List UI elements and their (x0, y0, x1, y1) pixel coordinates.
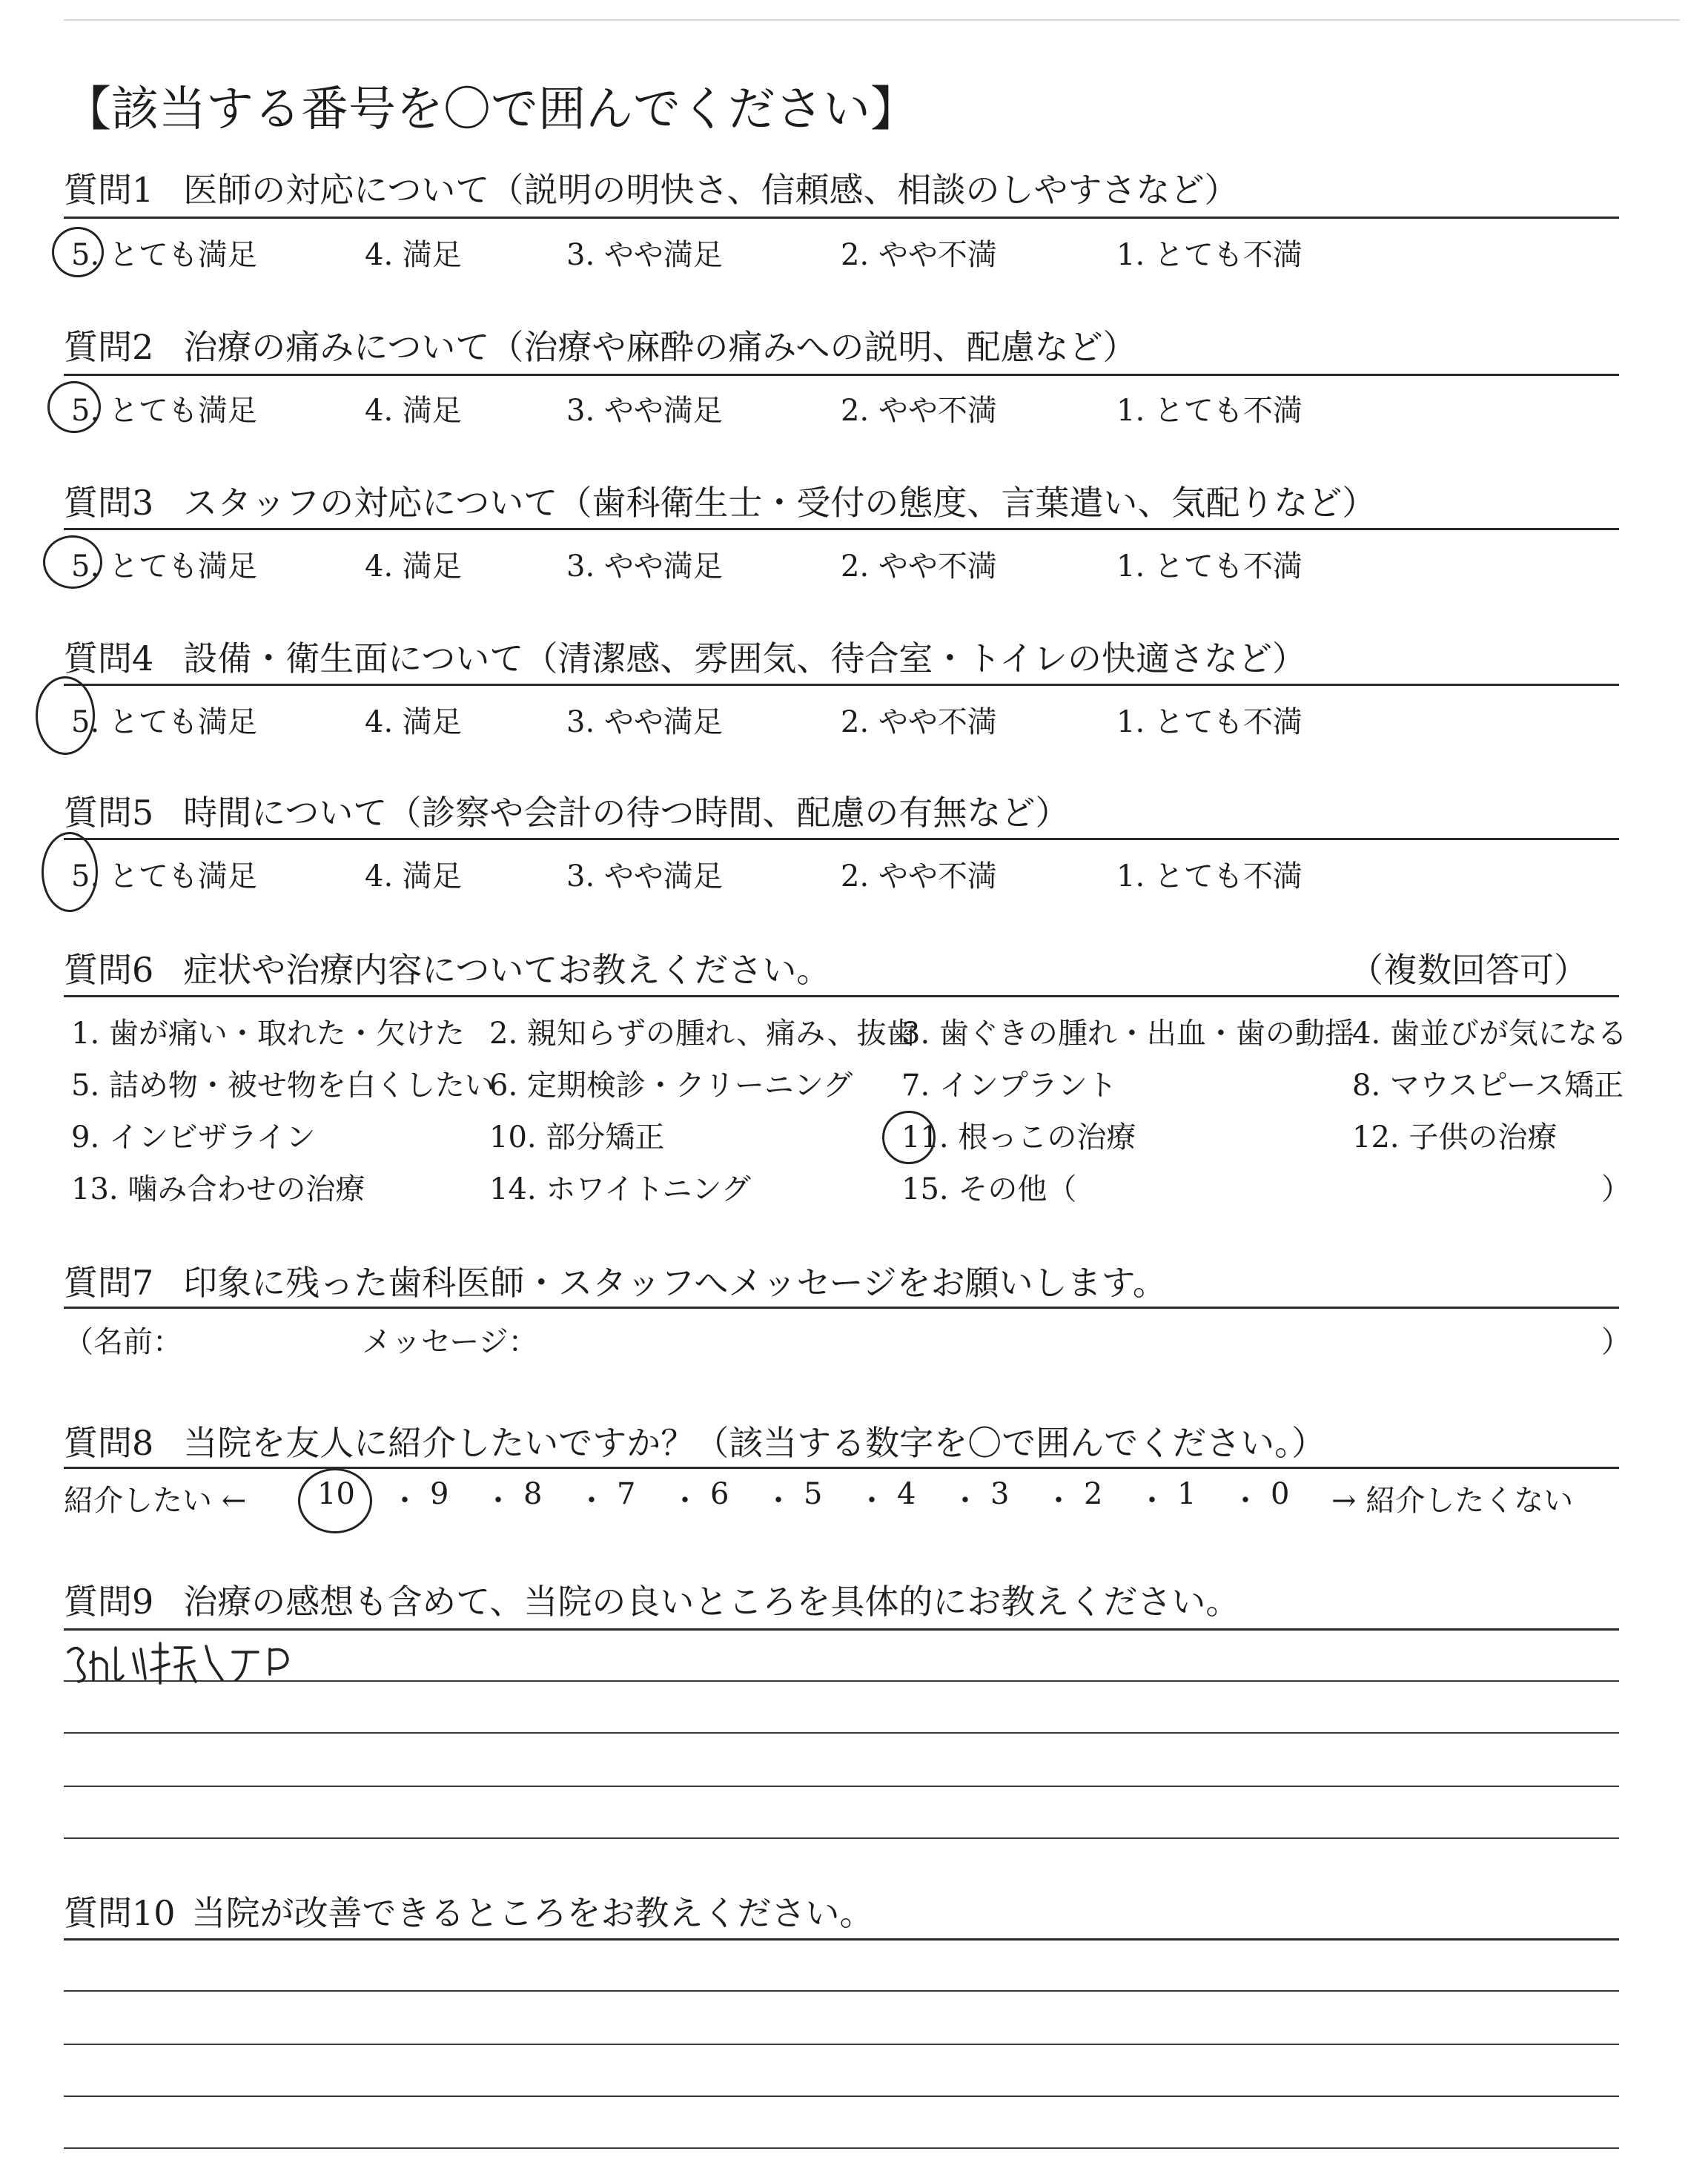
answer-line (64, 1732, 1619, 1734)
question-number: 質問6 (64, 950, 154, 990)
option-2[interactable]: 2. やや不満 (841, 705, 997, 739)
selection-circle (52, 227, 104, 277)
symptom-option-1[interactable]: 1. 歯が痛い・取れた・欠けた (71, 1017, 465, 1051)
score-separator: ・ (764, 1484, 793, 1518)
page-title: 【該当する番号を〇で囲んでください】 (64, 82, 918, 137)
symptom-option-12[interactable]: 12. 子供の治療 (1352, 1120, 1558, 1155)
question-text: 設備・衛生面について（清潔感、雰囲気、待合室・トイレの快適さなど） (183, 638, 1307, 678)
answer-line (64, 1786, 1619, 1787)
question-text: 当院が改善できるところをお教えください。 (191, 1893, 874, 1933)
symptom-option-3[interactable]: 3. 歯ぐきの腫れ・出血・歯の動揺 (901, 1017, 1354, 1051)
score-9[interactable]: 9 (430, 1477, 449, 1511)
option-5[interactable]: 5. とても満足 (71, 549, 257, 584)
option-1[interactable]: 1. とても不満 (1116, 549, 1302, 584)
score-7[interactable]: 7 (617, 1477, 636, 1511)
question-number: 質問4 (64, 638, 154, 678)
question-rule (64, 217, 1619, 219)
answer-line (64, 1938, 1619, 1941)
option-3[interactable]: 3. やや満足 (566, 549, 723, 584)
question-text: 印象に残った歯科医師・スタッフへメッセージをお願いします。 (183, 1263, 1167, 1303)
question-rule (64, 684, 1619, 686)
question-rule (64, 374, 1619, 376)
score-8[interactable]: 8 (523, 1477, 543, 1511)
option-2[interactable]: 2. やや不満 (841, 238, 997, 272)
recommend-left-label: 紹介したい ← (64, 1484, 247, 1518)
option-1[interactable]: 1. とても不満 (1116, 705, 1302, 739)
option-5[interactable]: 5. とても満足 (71, 238, 257, 272)
selection-circle (882, 1111, 936, 1164)
symptom-option-2[interactable]: 2. 親知らずの腫れ、痛み、抜歯 (489, 1017, 916, 1051)
question-number: 質問9 (64, 1582, 154, 1622)
score-separator: ・ (670, 1484, 700, 1518)
selection-circle (42, 832, 98, 912)
option-5[interactable]: 5. とても満足 (71, 705, 257, 739)
score-separator: ・ (857, 1484, 887, 1518)
question-rule (64, 995, 1619, 997)
name-field-label[interactable]: （名前： (64, 1325, 182, 1359)
option-2[interactable]: 2. やや不満 (841, 394, 997, 428)
option-2[interactable]: 2. やや不満 (841, 859, 997, 894)
option-3[interactable]: 3. やや満足 (566, 859, 723, 894)
option-4[interactable]: 4. 満足 (365, 238, 462, 272)
question-rule (64, 528, 1619, 530)
symptom-option-10[interactable]: 10. 部分矯正 (489, 1120, 665, 1155)
symptom-option-5[interactable]: 5. 詰め物・被せ物を白くしたい (71, 1069, 494, 1103)
option-3[interactable]: 3. やや満足 (566, 238, 723, 272)
answer-line (64, 2147, 1619, 2149)
answer-line (64, 2095, 1619, 2097)
score-separator: ・ (1137, 1484, 1167, 1518)
answer-line (64, 1628, 1619, 1631)
score-2[interactable]: 2 (1084, 1477, 1103, 1511)
multiple-answer-note: （複数回答可） (1349, 950, 1588, 990)
selection-circle (43, 535, 102, 589)
option-3[interactable]: 3. やや満足 (566, 705, 723, 739)
symptom-option-6[interactable]: 6. 定期検診・クリーニング (489, 1069, 853, 1103)
score-separator: ・ (577, 1484, 606, 1518)
score-separator: ・ (950, 1484, 980, 1518)
question-number: 質問2 (64, 327, 154, 367)
symptom-option-11[interactable]: 11. 根っこの治療 (901, 1120, 1136, 1155)
symptom-option-9[interactable]: 9. インビザライン (71, 1120, 316, 1155)
score-separator: ・ (1231, 1484, 1260, 1518)
other-close-paren: ） (1601, 1172, 1631, 1206)
question-text: 治療の痛みについて（治療や麻酔の痛みへの説明、配慮など） (183, 327, 1137, 367)
symptom-option-4[interactable]: 4. 歯並びが気になる (1352, 1017, 1627, 1051)
symptom-option-14[interactable]: 14. ホワイトニング (489, 1172, 751, 1206)
question-number: 質問8 (64, 1423, 154, 1463)
question-rule (64, 838, 1619, 840)
question-number: 質問1 (64, 170, 154, 210)
score-4[interactable]: 4 (897, 1477, 916, 1511)
symptom-option-7[interactable]: 7. インプラント (901, 1069, 1117, 1103)
question-number: 質問3 (64, 483, 154, 523)
question-rule (64, 1467, 1619, 1469)
option-1[interactable]: 1. とても不満 (1116, 394, 1302, 428)
option-4[interactable]: 4. 満足 (365, 705, 462, 739)
selection-circle (47, 381, 101, 433)
question-text: 当院を友人に紹介したいですか？（該当する数字を〇で囲んでください。） (183, 1423, 1326, 1463)
option-3[interactable]: 3. やや満足 (566, 394, 723, 428)
symptom-option-15[interactable]: 15. その他（ (901, 1172, 1077, 1206)
question-text: 症状や治療内容についてお教えください。 (183, 950, 831, 990)
option-1[interactable]: 1. とても不満 (1116, 859, 1302, 894)
score-3[interactable]: 3 (990, 1477, 1010, 1511)
question-number: 質問7 (64, 1263, 154, 1303)
option-5[interactable]: 5. とても満足 (71, 859, 257, 894)
score-6[interactable]: 6 (710, 1477, 729, 1511)
message-field-label[interactable]: メッセージ： (362, 1325, 538, 1359)
option-5[interactable]: 5. とても満足 (71, 394, 257, 428)
question-text: スタッフの対応について（歯科衛生士・受付の態度、言葉遣い、気配りなど） (183, 483, 1377, 523)
answer-line (64, 1837, 1619, 1839)
question-text: 時間について（診察や会計の待つ時間、配慮の有無など） (183, 793, 1070, 833)
option-1[interactable]: 1. とても不満 (1116, 238, 1302, 272)
option-4[interactable]: 4. 満足 (365, 549, 462, 584)
answer-line (64, 2044, 1619, 2045)
question-text: 治療の感想も含めて、当院の良いところを具体的にお教えください。 (183, 1582, 1240, 1622)
scan-edge (64, 19, 1680, 21)
symptom-option-8[interactable]: 8. マウスピース矯正 (1352, 1069, 1624, 1103)
recommend-right-label: → 紹介したくない (1331, 1484, 1574, 1518)
selection-circle (36, 676, 95, 755)
score-10[interactable]: 10 (317, 1477, 355, 1511)
selection-circle (298, 1468, 372, 1533)
message-close-paren: ） (1601, 1325, 1631, 1359)
handwritten-answer (64, 1637, 331, 1689)
option-4[interactable]: 4. 満足 (365, 394, 462, 428)
question-number: 質問10 (64, 1893, 176, 1933)
option-2[interactable]: 2. やや不満 (841, 549, 997, 584)
score-separator: ・ (390, 1484, 420, 1518)
score-1[interactable]: 1 (1177, 1477, 1196, 1511)
question-text: 医師の対応について（説明の明快さ、信頼感、相談のしやすさなど） (183, 170, 1239, 210)
answer-line (64, 1990, 1619, 1992)
score-0[interactable]: 0 (1271, 1477, 1290, 1511)
score-5[interactable]: 5 (804, 1477, 823, 1511)
symptom-option-13[interactable]: 13. 噛み合わせの治療 (71, 1172, 365, 1206)
option-4[interactable]: 4. 満足 (365, 859, 462, 894)
question-number: 質問5 (64, 793, 154, 833)
score-separator: ・ (483, 1484, 513, 1518)
score-separator: ・ (1044, 1484, 1073, 1518)
question-rule (64, 1307, 1619, 1309)
